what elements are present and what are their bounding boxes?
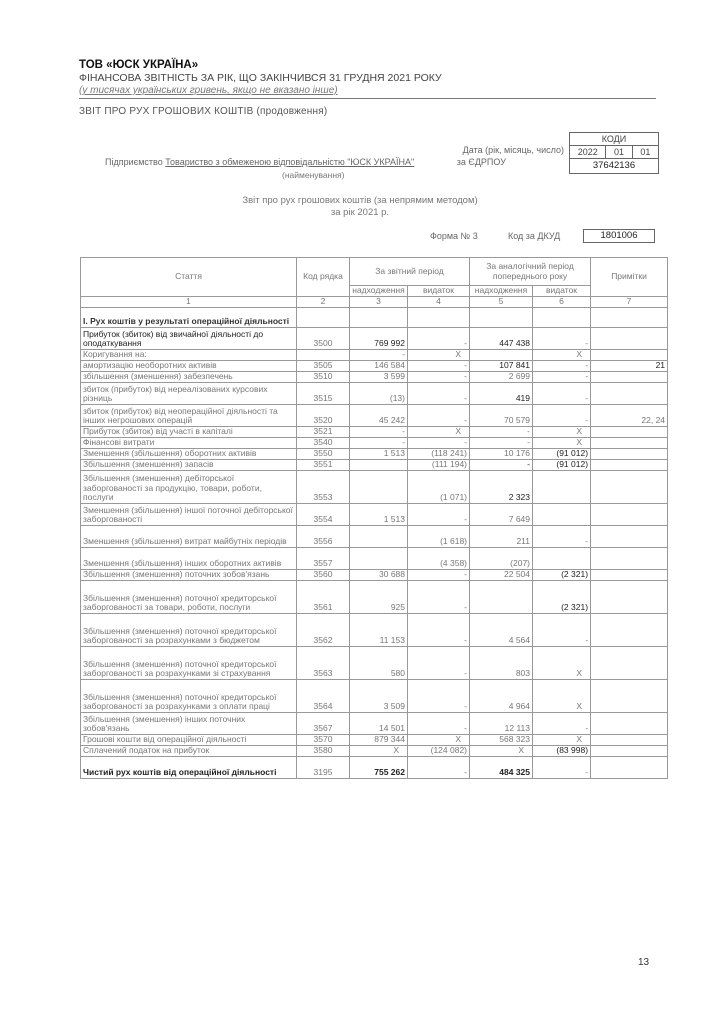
row-code: 3520 — [297, 404, 350, 426]
report-title: ФІНАНСОВА ЗВІТНІСТЬ ЗА РІК, ЩО ЗАКІНЧИВСЯ 31 ГРУДНЯ 2021 РОКУ — [79, 72, 442, 84]
row-label: збиток (прибуток) від неопераційної діяльності та інших негрошових операцій — [81, 404, 297, 426]
previous-outflow: - — [533, 360, 591, 371]
header-divider — [79, 98, 656, 99]
table-row — [81, 437, 668, 448]
previous-outflow: - — [533, 712, 591, 734]
row-label: Збільшення (зменшення) поточної кредиторської заборгованості за розрахунками зі страхування — [81, 646, 297, 679]
row-code: 3521 — [297, 426, 350, 437]
row-notes — [591, 580, 668, 613]
current-inflow: X — [350, 745, 408, 756]
row-code: 3560 — [297, 569, 350, 580]
current-inflow: - — [350, 349, 408, 360]
current-outflow: (111 194) — [408, 459, 470, 470]
current-outflow: - — [408, 712, 470, 734]
previous-outflow: X — [533, 437, 591, 448]
current-inflow: 879 344 — [350, 734, 408, 745]
edrpou-value: 37642136 — [570, 158, 658, 173]
current-inflow — [350, 470, 408, 503]
previous-outflow — [533, 503, 591, 525]
row-notes — [591, 745, 668, 756]
row-code: 3551 — [297, 459, 350, 470]
row-notes — [591, 547, 668, 569]
current-outflow: - — [408, 580, 470, 613]
row-notes — [591, 569, 668, 580]
row-code: 3553 — [297, 470, 350, 503]
row-code: 3195 — [297, 756, 350, 778]
table-row — [81, 470, 668, 503]
row-notes — [591, 327, 668, 349]
table-row — [81, 349, 668, 360]
col-number: 3 — [350, 297, 408, 308]
row-label: Збільшення (зменшення) поточної кредиторської заборгованості за розрахунками з бюджетом — [81, 613, 297, 646]
current-outflow: - — [408, 646, 470, 679]
table-row — [81, 426, 668, 437]
header-code: Код рядка — [297, 258, 350, 297]
current-inflow: 11 153 — [350, 613, 408, 646]
previous-outflow: X — [533, 426, 591, 437]
row-notes — [591, 426, 668, 437]
current-outflow: - — [408, 382, 470, 404]
date-month: 01 — [605, 146, 631, 158]
row-notes: 21 — [591, 360, 668, 371]
row-label: Прибуток (збиток) від участі в капіталі — [81, 426, 297, 437]
current-outflow: - — [408, 371, 470, 382]
table-row — [81, 448, 668, 459]
col-number: 1 — [81, 297, 297, 308]
current-inflow — [350, 459, 408, 470]
table-row — [81, 382, 668, 404]
table-row — [81, 525, 668, 547]
row-label: Чистий рух коштів від операційної діяльності — [81, 756, 297, 778]
form-number: Форма № 3 — [430, 231, 478, 241]
current-outflow: - — [408, 569, 470, 580]
current-inflow — [350, 547, 408, 569]
previous-inflow: 12 113 — [470, 712, 533, 734]
row-code: 3500 — [297, 327, 350, 349]
row-label: Сплачений податок на прибуток — [81, 745, 297, 756]
row-notes — [591, 371, 668, 382]
current-inflow: 580 — [350, 646, 408, 679]
row-label: збільшення (зменшення) забезпечень — [81, 371, 297, 382]
table-row — [81, 734, 668, 745]
row-code: 3556 — [297, 525, 350, 547]
col-number: 5 — [470, 297, 533, 308]
current-outflow: - — [408, 360, 470, 371]
row-label: амортизацію необоротних активів — [81, 360, 297, 371]
current-outflow: X — [408, 426, 470, 437]
row-notes — [591, 525, 668, 547]
codes-box — [569, 132, 659, 174]
enterprise-line — [105, 157, 506, 167]
previous-outflow — [533, 547, 591, 569]
row-label: Збільшення (зменшення) запасів — [81, 459, 297, 470]
previous-outflow: - — [533, 756, 591, 778]
company-name: ТОВ «ЮСК УКРАЇНА» — [79, 59, 199, 71]
row-label: Зменшення (збільшення) оборотних активів — [81, 448, 297, 459]
current-inflow: 30 688 — [350, 569, 408, 580]
header-inflow-current: надходження — [350, 286, 408, 297]
row-code: 3561 — [297, 580, 350, 613]
current-inflow: 1 513 — [350, 503, 408, 525]
row-code — [297, 349, 350, 360]
row-notes — [591, 646, 668, 679]
date-year: 2022 — [577, 147, 598, 157]
current-outflow: - — [408, 756, 470, 778]
current-inflow: - — [350, 426, 408, 437]
table-row — [81, 404, 668, 426]
previous-outflow: - — [533, 371, 591, 382]
row-code: 3557 — [297, 547, 350, 569]
previous-outflow: - — [533, 525, 591, 547]
row-code: 3562 — [297, 613, 350, 646]
header-outflow-current: видаток — [408, 286, 470, 297]
previous-outflow: (91 012) — [533, 459, 591, 470]
current-outflow: X — [408, 349, 470, 360]
table-row — [81, 745, 668, 756]
table-row — [81, 327, 668, 349]
table-row — [81, 580, 668, 613]
previous-inflow: 107 841 — [470, 360, 533, 371]
current-outflow: (1 618) — [408, 525, 470, 547]
row-label: Збільшення (зменшення) дебіторської заборгованості за продукцію, товари, роботи, послуги — [81, 470, 297, 503]
current-outflow: - — [408, 679, 470, 712]
table-row — [81, 756, 668, 778]
row-label: Збільшення (зменшення) інших поточних зобов'язань — [81, 712, 297, 734]
date-day: 01 — [632, 146, 658, 158]
date-cells — [570, 145, 658, 158]
enterprise-name: Товариство з обмеженою відповідальністю "ЮСК УКРАЇНА" — [165, 157, 415, 167]
current-inflow: 755 262 — [350, 756, 408, 778]
date-label: Дата (рік, місяць, число) — [462, 145, 564, 155]
previous-outflow: X — [533, 734, 591, 745]
current-inflow: (13) — [350, 382, 408, 404]
table-row — [81, 547, 668, 569]
table-row — [81, 360, 668, 371]
row-label: Коригування на: — [81, 349, 297, 360]
current-outflow: (4 358) — [408, 547, 470, 569]
row-code: 3515 — [297, 382, 350, 404]
previous-inflow — [470, 349, 533, 360]
col-number: 4 — [408, 297, 470, 308]
table-row — [81, 371, 668, 382]
row-label: Зменшення (збільшення) витрат майбутніх періодів — [81, 525, 297, 547]
previous-inflow: 2 699 — [470, 371, 533, 382]
current-outflow: - — [408, 327, 470, 349]
previous-outflow: - — [533, 327, 591, 349]
row-label: Зменшення (збільшення) іншої поточної дебіторської заборгованості — [81, 503, 297, 525]
previous-outflow: - — [533, 382, 591, 404]
current-outflow: (1 071) — [408, 470, 470, 503]
table-row — [81, 646, 668, 679]
current-outflow: (118 241) — [408, 448, 470, 459]
row-notes — [591, 437, 668, 448]
row-label: Грошові кошти від операційної діяльності — [81, 734, 297, 745]
enterprise-label: Підприємство — [105, 157, 163, 167]
section-title: ЗВІТ ПРО РУХ ГРОШОВИХ КОШТІВ (продовження) — [79, 106, 328, 117]
row-notes — [591, 448, 668, 459]
header-previous: За аналогічний період попереднього року — [470, 258, 591, 286]
col-number: 2 — [297, 297, 350, 308]
dkud-label: Код за ДКУД — [508, 231, 561, 241]
current-inflow: - — [350, 437, 408, 448]
col-number: 7 — [591, 297, 668, 308]
previous-inflow: 803 — [470, 646, 533, 679]
table-row — [81, 459, 668, 470]
statement-title-line1: Звіт про рух грошових коштів (за непрямим методом) — [242, 195, 478, 206]
row-notes — [591, 349, 668, 360]
row-label: збиток (прибуток) від нереалізованих курсових різниць — [81, 382, 297, 404]
row-notes — [591, 712, 668, 734]
previous-outflow: (2 321) — [533, 580, 591, 613]
previous-inflow: 2 323 — [470, 470, 533, 503]
current-outflow: - — [408, 503, 470, 525]
previous-outflow: - — [533, 404, 591, 426]
row-label: Збільшення (зменшення) поточної кредиторської заборгованості за товари, роботи, послуги — [81, 580, 297, 613]
row-code: 3567 — [297, 712, 350, 734]
section-row: I. Рух коштів у результаті операційної діяльності — [81, 307, 297, 327]
previous-inflow: 447 438 — [470, 327, 533, 349]
row-label: Прибуток (збиток) від звичайної діяльності до оподаткування — [81, 327, 297, 349]
current-outflow: X — [408, 734, 470, 745]
previous-inflow: 568 323 — [470, 734, 533, 745]
previous-inflow: 484 325 — [470, 756, 533, 778]
header-notes: Примітки — [591, 258, 668, 297]
previous-inflow: 7 649 — [470, 503, 533, 525]
table-row — [81, 679, 668, 712]
previous-inflow: (207) — [470, 547, 533, 569]
row-code: 3510 — [297, 371, 350, 382]
table-row — [81, 712, 668, 734]
table-row — [81, 503, 668, 525]
row-notes — [591, 459, 668, 470]
statement-title-line2: за рік 2021 р. — [330, 207, 390, 218]
current-inflow: 3 509 — [350, 679, 408, 712]
current-inflow — [350, 525, 408, 547]
row-label: Збільшення (зменшення) поточної кредиторської заборгованості за розрахунками з оплати праці — [81, 679, 297, 712]
previous-outflow: - — [533, 613, 591, 646]
row-code: 3563 — [297, 646, 350, 679]
row-code: 3540 — [297, 437, 350, 448]
current-outflow: (124 082) — [408, 745, 470, 756]
previous-outflow — [533, 470, 591, 503]
previous-inflow: 419 — [470, 382, 533, 404]
previous-inflow: - — [470, 459, 533, 470]
previous-inflow: 70 579 — [470, 404, 533, 426]
previous-inflow: X — [470, 745, 533, 756]
previous-inflow: 211 — [470, 525, 533, 547]
previous-outflow: X — [533, 349, 591, 360]
row-code: 3550 — [297, 448, 350, 459]
page-number: 13 — [638, 957, 650, 968]
current-inflow: 14 501 — [350, 712, 408, 734]
previous-inflow: 4 964 — [470, 679, 533, 712]
row-notes — [591, 613, 668, 646]
header-inflow-previous: надходження — [470, 286, 533, 297]
table-row — [81, 613, 668, 646]
row-label: Збільшення (зменшення) поточних зобов'язань — [81, 569, 297, 580]
previous-inflow: - — [470, 437, 533, 448]
codes-label: КОДИ — [601, 134, 627, 144]
row-notes — [591, 756, 668, 778]
header-item: Стаття — [81, 258, 297, 297]
previous-inflow: 22 504 — [470, 569, 533, 580]
previous-outflow: (91 012) — [533, 448, 591, 459]
current-inflow: 3 599 — [350, 371, 408, 382]
previous-outflow: (2 321) — [533, 569, 591, 580]
current-inflow: 925 — [350, 580, 408, 613]
row-notes — [591, 470, 668, 503]
previous-inflow — [470, 580, 533, 613]
previous-outflow: X — [533, 679, 591, 712]
current-inflow: 45 242 — [350, 404, 408, 426]
row-code: 3580 — [297, 745, 350, 756]
row-notes — [591, 503, 668, 525]
previous-inflow: - — [470, 426, 533, 437]
row-label: Фінансові витрати — [81, 437, 297, 448]
previous-outflow: (83 998) — [533, 745, 591, 756]
edrpou-label: за ЄДРПОУ — [456, 157, 506, 167]
row-notes — [591, 679, 668, 712]
row-code: 3554 — [297, 503, 350, 525]
current-inflow: 1 513 — [350, 448, 408, 459]
previous-inflow: 4 564 — [470, 613, 533, 646]
current-inflow: 146 584 — [350, 360, 408, 371]
enterprise-subtitle: (найменування) — [282, 170, 345, 180]
header-current: За звітний період — [350, 258, 470, 286]
col-number: 6 — [533, 297, 591, 308]
row-notes: 22, 24 — [591, 404, 668, 426]
row-label: Зменшення (збільшення) інших оборотних активів — [81, 547, 297, 569]
row-notes — [591, 734, 668, 745]
current-inflow: 769 992 — [350, 327, 408, 349]
row-code: 3570 — [297, 734, 350, 745]
row-code: 3505 — [297, 360, 350, 371]
current-outflow: - — [408, 404, 470, 426]
row-code: 3564 — [297, 679, 350, 712]
current-outflow: - — [408, 437, 470, 448]
previous-outflow: X — [533, 646, 591, 679]
row-notes — [591, 382, 668, 404]
current-outflow: - — [408, 613, 470, 646]
header-outflow-previous: видаток — [533, 286, 591, 297]
previous-inflow: 10 176 — [470, 448, 533, 459]
statement-title — [210, 195, 510, 219]
cash-flow-table — [80, 257, 668, 779]
currency-note: (у тисячах українських гривень, якщо не вказано інше) — [79, 85, 338, 96]
dkud-value: 1801006 — [583, 229, 655, 243]
table-row — [81, 569, 668, 580]
